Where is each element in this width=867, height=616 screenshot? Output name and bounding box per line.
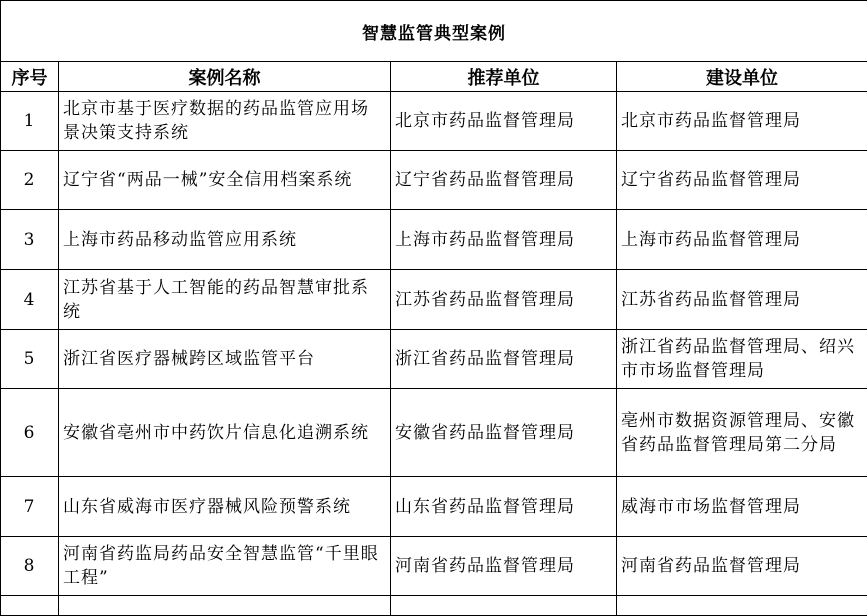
- cell-recommender: 辽宁省药品监督管理局: [391, 151, 617, 210]
- cell-builder: 江苏省药品监督管理局: [617, 270, 867, 330]
- cell-name: 山东省威海市医疗器械风险预警系统: [59, 477, 391, 537]
- cell-recommender: 安徽省药品监督管理局: [391, 389, 617, 477]
- cell-no: 2: [1, 151, 59, 210]
- cell-builder: 亳州市数据资源管理局、安徽省药品监督管理局第二分局: [617, 389, 867, 477]
- header-no: 序号: [1, 62, 59, 92]
- table-row: [1, 151, 867, 210]
- header-recommender: 推荐单位: [391, 62, 617, 92]
- cell-recommender: 江苏省药品监督管理局: [391, 270, 617, 330]
- cell-name: 河南省药监局药品安全智慧监管“千里眼工程”: [59, 537, 391, 596]
- table-row: [1, 477, 867, 537]
- header-name: 案例名称: [59, 62, 391, 92]
- cell-no: 7: [1, 477, 59, 537]
- cell-no: 8: [1, 537, 59, 596]
- header-row: [1, 62, 867, 92]
- cell-builder: 上海市药品监督管理局: [617, 210, 867, 270]
- cell-recommender: 北京市药品监督管理局: [391, 92, 617, 151]
- cell-recommender: 浙江省药品监督管理局: [391, 330, 617, 389]
- cell-recommender: 河南省药品监督管理局: [391, 537, 617, 596]
- cell-name: 安徽省亳州市中药饮片信息化追溯系统: [59, 389, 391, 477]
- table-row: [1, 389, 867, 477]
- table-row: [1, 330, 867, 389]
- table-row: [1, 537, 867, 596]
- cell-builder: 辽宁省药品监督管理局: [617, 151, 867, 210]
- cell-no: 4: [1, 270, 59, 330]
- table-row-partial: [1, 596, 867, 616]
- cell-no: 1: [1, 92, 59, 151]
- cell-name: 辽宁省“两品一械”安全信用档案系统: [59, 151, 391, 210]
- table-title: 智慧监管典型案例: [1, 1, 867, 62]
- table-row: [1, 210, 867, 270]
- cell-name: 江苏省基于人工智能的药品智慧审批系统: [59, 270, 391, 330]
- table-row: [1, 92, 867, 151]
- table-row: [1, 270, 867, 330]
- cell-no: 3: [1, 210, 59, 270]
- cell-builder: 北京市药品监督管理局: [617, 92, 867, 151]
- cell-name: 北京市基于医疗数据的药品监管应用场景决策支持系统: [59, 92, 391, 151]
- cell-recommender: 上海市药品监督管理局: [391, 210, 617, 270]
- cell-no: 6: [1, 389, 59, 477]
- cell-builder: 河南省药品监督管理局: [617, 537, 867, 596]
- cell-recommender: 山东省药品监督管理局: [391, 477, 617, 537]
- cell-name: 上海市药品移动监管应用系统: [59, 210, 391, 270]
- cell-builder: 威海市市场监督管理局: [617, 477, 867, 537]
- header-builder: 建设单位: [617, 62, 867, 92]
- cell-name: 浙江省医疗器械跨区域监管平台: [59, 330, 391, 389]
- cell-no: 5: [1, 330, 59, 389]
- cell-builder: 浙江省药品监督管理局、绍兴市市场监督管理局: [617, 330, 867, 389]
